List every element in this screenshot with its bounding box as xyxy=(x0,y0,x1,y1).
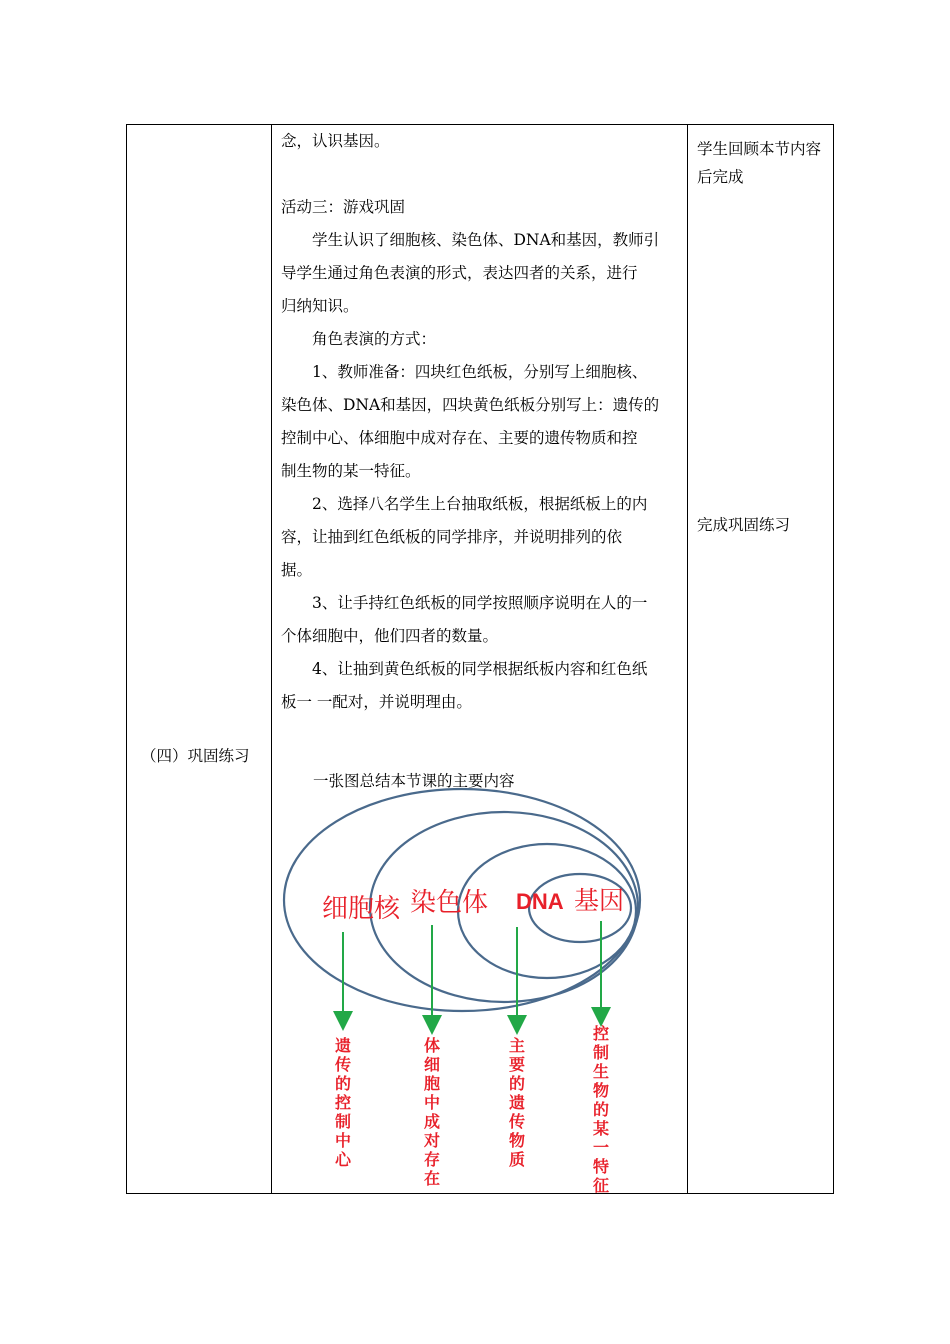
student-activity-review: 学生回顾本节内容后完成 xyxy=(697,140,822,186)
text-line: 制生物的某一特征。 xyxy=(281,462,421,480)
text-line: 导学生通过角色表演的形式，表达四者的关系，进行 xyxy=(281,264,638,282)
text-line xyxy=(281,158,681,191)
student-activity-practice: 完成巩固练习 xyxy=(697,516,791,534)
activity-description xyxy=(281,125,681,719)
column-divider-1 xyxy=(271,125,272,1193)
text-line: 活动三：游戏巩固 xyxy=(281,198,406,216)
label-nucleus: 细胞核 xyxy=(322,894,401,924)
label-chromosome: 染色体 xyxy=(410,888,489,918)
column-divider-2 xyxy=(687,125,688,1193)
diagram-caption: 一张图总结本节课的主要内容 xyxy=(313,772,515,790)
text-line: 容，让抽到红色纸板的同学排序，并说明排列的依 xyxy=(281,528,623,546)
text-line: 归纳知识。 xyxy=(281,297,359,315)
text-line: 板一 一配对，并说明理由。 xyxy=(281,693,472,711)
lesson-table xyxy=(126,124,834,1194)
text-line: 4、让抽到黄色纸板的同学根据纸板内容和红色纸 xyxy=(312,660,648,678)
text-line: 据。 xyxy=(281,561,313,579)
stage-label: （四）巩固练习 xyxy=(141,747,250,765)
text-line: 角色表演的方式： xyxy=(312,330,437,348)
text-line: 学生认识了细胞核、染色体、DNA和基因，教师引 xyxy=(312,231,660,249)
text-line: 3、让手持红色纸板的同学按照顺序说明在人的一 xyxy=(312,594,648,612)
text-line: 1、教师准备：四块红色纸板，分别写上细胞核、 xyxy=(312,363,648,381)
text-line: 染色体、DNA和基因，四块黄色纸板分别写上：遗传的 xyxy=(281,396,660,414)
label-gene: 基因 xyxy=(574,886,625,915)
text-line: 控制中心、体细胞中成对存在、主要的遗传物质和控 xyxy=(281,429,638,447)
text-line: 个体细胞中，他们四者的数量。 xyxy=(281,627,499,645)
description-4: 控制生物的某一特征 xyxy=(592,1024,610,1195)
label-dna: DNA xyxy=(516,889,564,914)
summary-diagram xyxy=(282,785,682,1195)
description-1: 遗传的控制中心 xyxy=(334,1036,352,1169)
text-line: 念，认识基因。 xyxy=(281,132,390,150)
description-2: 体细胞中成对存在 xyxy=(423,1036,441,1188)
text-line: 2、选择八名学生上台抽取纸板，根据纸板上的内 xyxy=(312,495,648,513)
description-3: 主要的遗传物质 xyxy=(508,1036,526,1169)
